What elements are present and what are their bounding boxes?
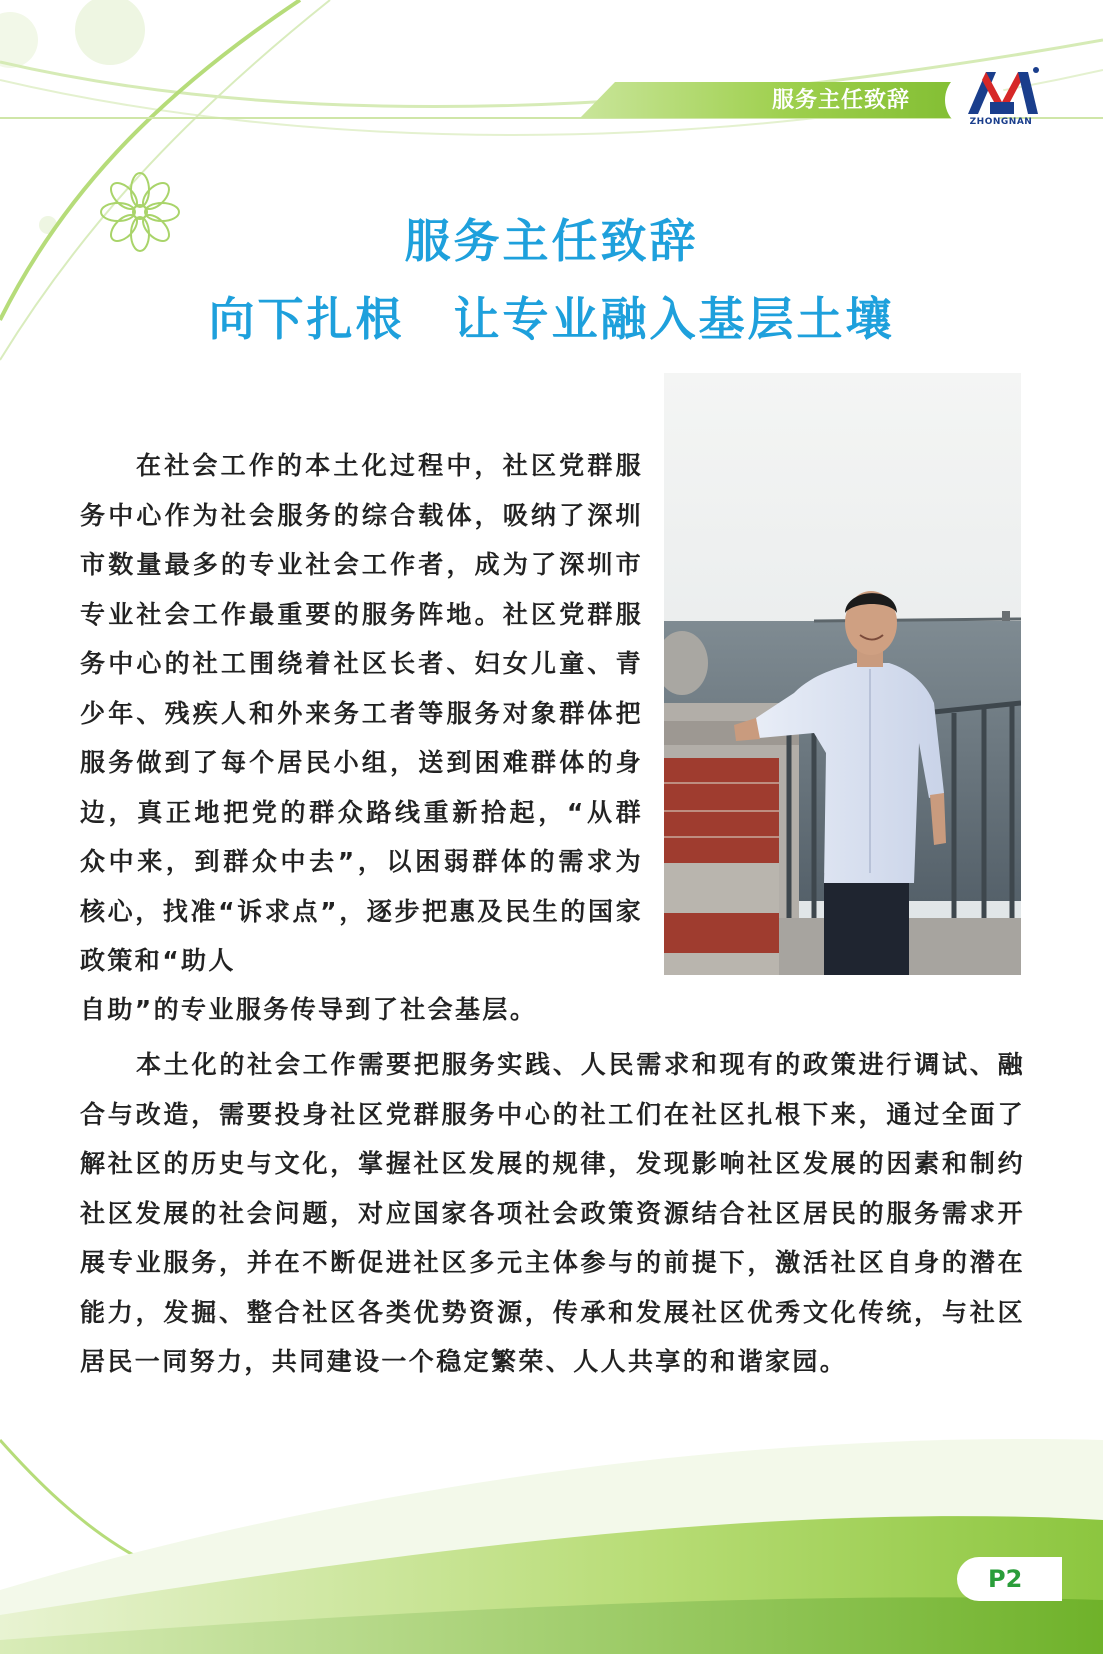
logo-wordmark: ZHONGNAN — [969, 117, 1033, 127]
section-header-label: 服务主任致辞 — [772, 88, 911, 113]
body-paragraph-1-end: 自助”的专业服务传导到了社会基层。 — [80, 995, 538, 1024]
body-paragraph-1: 在社会工作的本土化过程中，社区党群服务中心作为社会服务的综合载体，吸纳了深圳市数量最多的专业社会工作者，成为了深圳市专业社会工作最重要的服务阵地。社区党群服务中心的社工围绕着社区长者、妇女儿童、青少年、残疾人和外来务工者等服务对象群体把服务做到了每个居民小组，送到困难群体的身边，真正地把党的群众路线重新拾起，“从群众中来，到群众中去”，以困弱群体的需求为核心，找准“诉求点”，逐步把惠及民生的国家政策和“助人 — [80, 451, 643, 975]
director-photo — [664, 373, 1021, 975]
page-title: 服务主任致辞 — [404, 214, 699, 268]
page-subtitle: 向下扎根 让专业融入基层土壤 — [208, 292, 895, 346]
body-paragraph-2: 本土化的社会工作需要把服务实践、人民需求和现有的政策进行调试、融合与改造，需要投身社区党群服务中心的社工们在社区扎根下来，通过全面了解社区的历史与文化，掌握社区发展的规律，发现影响社区发展的因素和制约社区发展的社会问题，对应国家各项社会政策资源结合社区居民的服务需求开展专业服务，并在不断促进社区多元主体参与的前提下，激活社区自身的潜在能力，发掘、整合社区各类优势资源，传承和发展社区优秀文化传统，与社区居民一同努力，共同建设一个稳定繁荣、人人共享的和谐家园。 — [80, 1050, 1025, 1376]
page-number: P2 — [988, 1565, 1023, 1593]
